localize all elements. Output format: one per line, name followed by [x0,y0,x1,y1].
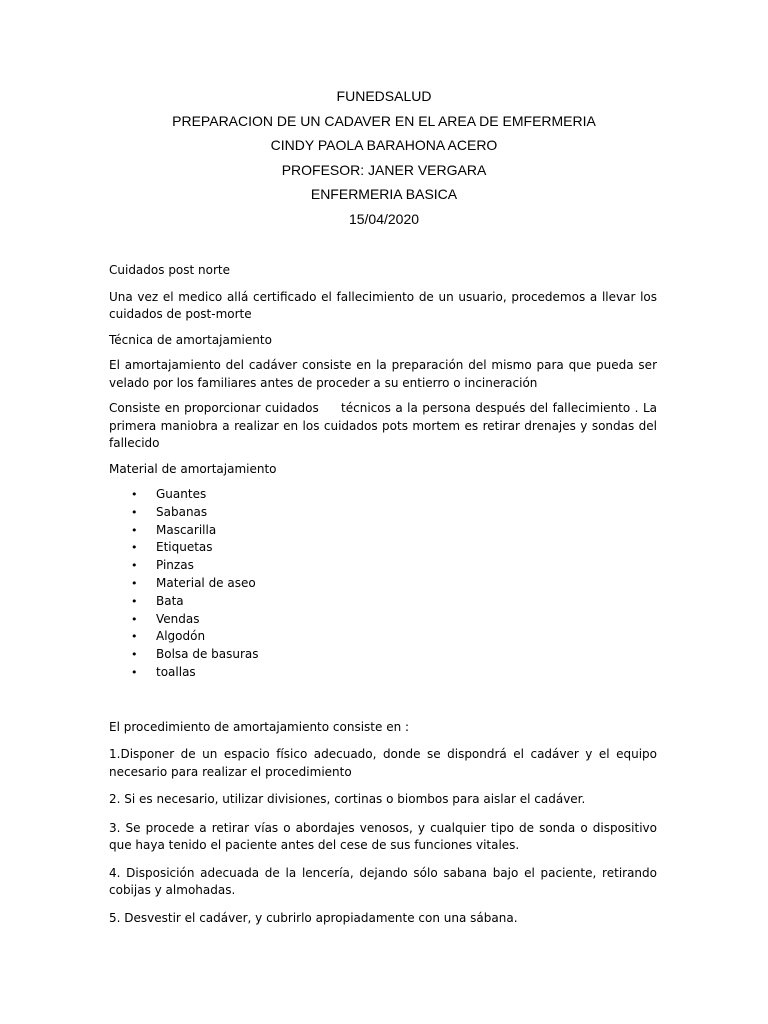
title-block [0,84,768,231]
professor-name: PROFESOR: JANER VERGARA [281,161,487,178]
bullet-icon: • [131,576,138,590]
list-item [109,504,657,522]
procedure-intro: El procedimiento de amortajamiento consiste en : [109,719,410,734]
bullet-icon: • [131,505,138,519]
list-item-label: toallas [156,664,196,679]
list-item-label: Guantes [156,487,207,501]
document-body [109,262,661,927]
bullet-icon: • [131,665,138,679]
list-item [109,664,657,682]
heading-material: Material de amortajamiento [109,461,277,476]
list-item-label: Pinzas [156,558,194,573]
list-item-label: Vendas [156,611,200,626]
list-item [109,486,657,504]
bullet-icon: • [131,523,138,537]
course-name: ENFERMERIA BASICA [310,186,458,202]
bullet-icon: • [131,559,138,573]
list-item [109,611,657,629]
bullet-icon: • [131,612,138,626]
bullet-icon: • [131,488,138,501]
paragraph-consiste: Consiste en proporcionar cuidados técnicos a la persona después del fallecimiento . La primera maniobra a realizar en los cuidados pots mortem es retirar drenajes y sondas del fallecido [109,401,661,450]
document-title: PREPARACION DE UN CADAVER EN EL AREA DE EMFERMERIA [172,112,596,129]
procedure-step-4: 4. Disposición adecuada de la lencería, dejando sólo sabana bajo el paciente, retirando cobijas y almohadas. [109,865,657,898]
procedure-step-3: 3. Se procede a retirar vías o abordajes venosos, y cualquier tipo de sonda o dispositivo que haya tenido el paciente antes del cese de sus funciones vitales. [109,820,657,853]
document-date: 15/04/2020 [348,210,420,227]
list-item [109,539,657,557]
heading-post-mortem: Cuidados post norte [109,263,231,277]
list-item-label: Mascarilla [156,522,217,537]
bullet-icon: • [131,541,138,555]
institution-name: FUNEDSALUD [336,88,432,104]
list-item [109,593,657,611]
list-item-label: Bata [156,593,184,608]
list-item [109,628,657,646]
list-item [109,575,657,593]
procedure-step-2: 2. Si es necesario, utilizar divisiones, cortinas o biombos para aislar el cadáver. [109,792,586,807]
bullet-icon: • [131,648,138,662]
list-item-label: Bolsa de basuras [156,647,259,662]
procedure-step-5: 5. Desvestir el cadáver, y cubrirlo apropiadamente con una sábana. [109,910,518,925]
list-item-label: Etiquetas [156,540,213,555]
list-item [109,522,657,540]
list-item-label: Sabanas [156,504,208,519]
list-item-label: Material de aseo [156,575,256,590]
paragraph-amortajamiento: El amortajamiento del cadáver consiste en la preparación del mismo para que pueda ser velado por los familiares antes de proceder a su entierro o incineración [109,358,657,390]
heading-tecnica: Técnica de amortajamiento [109,332,272,347]
list-item [109,646,657,664]
bullet-icon: • [131,594,138,608]
author-name: CINDY PAOLA BARAHONA ACERO [270,137,498,153]
intro-paragraph: Una vez el medico allá certificado el fallecimiento de un usuario, procedemos a llevar los cuidados de post-morte [109,289,657,321]
procedure-step-1: 1.Disponer de un espacio físico adecuado, donde se dispondrá el cadáver y el equipo necesario para realizar el procedimiento [109,747,657,779]
list-item-label: Algodón [156,629,206,644]
list-item [109,557,657,575]
materials-list [109,486,657,682]
bullet-icon: • [131,630,138,644]
